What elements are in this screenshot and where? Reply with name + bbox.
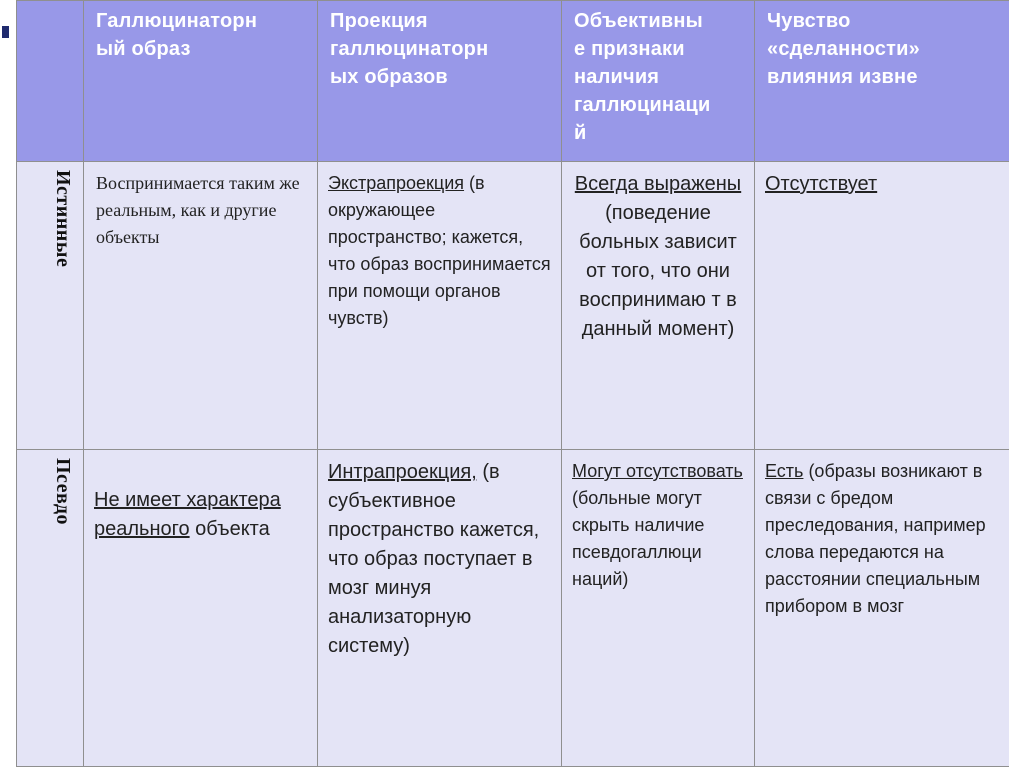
cell-true-external-influence bbox=[755, 162, 1012, 450]
cell-true-projection-text: (в окружающее пространство; кажется, что образ воспринимается при помощи органов чувств) bbox=[328, 173, 551, 328]
cell-pseudo-projection-text: (в субъективное пространство кажется, что образ поступает в мозг минуя анализаторную систему) bbox=[328, 461, 540, 657]
row-header-true bbox=[17, 162, 84, 450]
table-row-true bbox=[17, 162, 1012, 450]
corner-marker bbox=[2, 26, 9, 38]
row-label-pseudo: Псевдо bbox=[52, 458, 74, 525]
header-projection-label: Проекция галлюцинаторн ых образов bbox=[330, 10, 489, 88]
cell-pseudo-projection-lead: Интрапроекция, bbox=[328, 461, 477, 483]
cell-pseudo-external-influence bbox=[755, 450, 1012, 767]
cell-true-image bbox=[84, 162, 318, 450]
row-header-pseudo bbox=[17, 450, 84, 767]
cell-pseudo-objective-text: (больные могут скрыть наличие псевдогаллюци наций) bbox=[572, 488, 705, 589]
header-cell-objective-signs bbox=[562, 1, 755, 162]
cell-true-projection-lead: Экстрапроекция bbox=[328, 173, 465, 193]
header-cell-external-influence bbox=[755, 1, 1012, 162]
header-cell-image bbox=[84, 1, 318, 162]
cell-pseudo-image-lead: Не имеет характера реального bbox=[94, 489, 281, 540]
hallucination-comparison-table bbox=[16, 0, 1012, 767]
row-label-true: Истинные bbox=[52, 170, 74, 268]
cell-pseudo-objective-lead: Могут отсутствовать bbox=[572, 461, 743, 481]
table-header-row bbox=[17, 1, 1012, 162]
cell-pseudo-projection bbox=[318, 450, 562, 767]
cell-true-image-text: Воспринимается таким же реальным, как и другие объекты bbox=[96, 173, 300, 247]
header-objective-signs-label: Объективны е признаки наличия галлюцинаци й bbox=[574, 10, 711, 144]
header-image-label: Галлюцинаторн ый образ bbox=[96, 10, 258, 60]
cell-pseudo-influence-text: (образы возникают в связи с бредом преследования, например слова передаются на расстоянии специальным прибором в мозг bbox=[765, 461, 986, 616]
table-row-pseudo bbox=[17, 450, 1012, 767]
cell-pseudo-objective-signs bbox=[562, 450, 755, 767]
cell-true-objective-text: (поведение больных зависит от того, что они воспринимаю т в данный момент) bbox=[579, 202, 737, 340]
cell-true-objective-signs bbox=[562, 162, 755, 450]
header-external-influence-label: Чувство «сделанности» влияния извне bbox=[767, 10, 920, 88]
cell-true-projection bbox=[318, 162, 562, 450]
right-edge-bar bbox=[1009, 0, 1024, 767]
header-corner-cell bbox=[17, 1, 84, 162]
cell-pseudo-image-text: объекта bbox=[189, 518, 270, 540]
cell-true-influence-lead: Отсутствует bbox=[765, 173, 878, 195]
cell-pseudo-influence-lead: Есть bbox=[765, 461, 804, 481]
cell-pseudo-image bbox=[84, 450, 318, 767]
header-cell-projection bbox=[318, 1, 562, 162]
cell-true-objective-lead: Всегда выражены bbox=[574, 173, 742, 195]
